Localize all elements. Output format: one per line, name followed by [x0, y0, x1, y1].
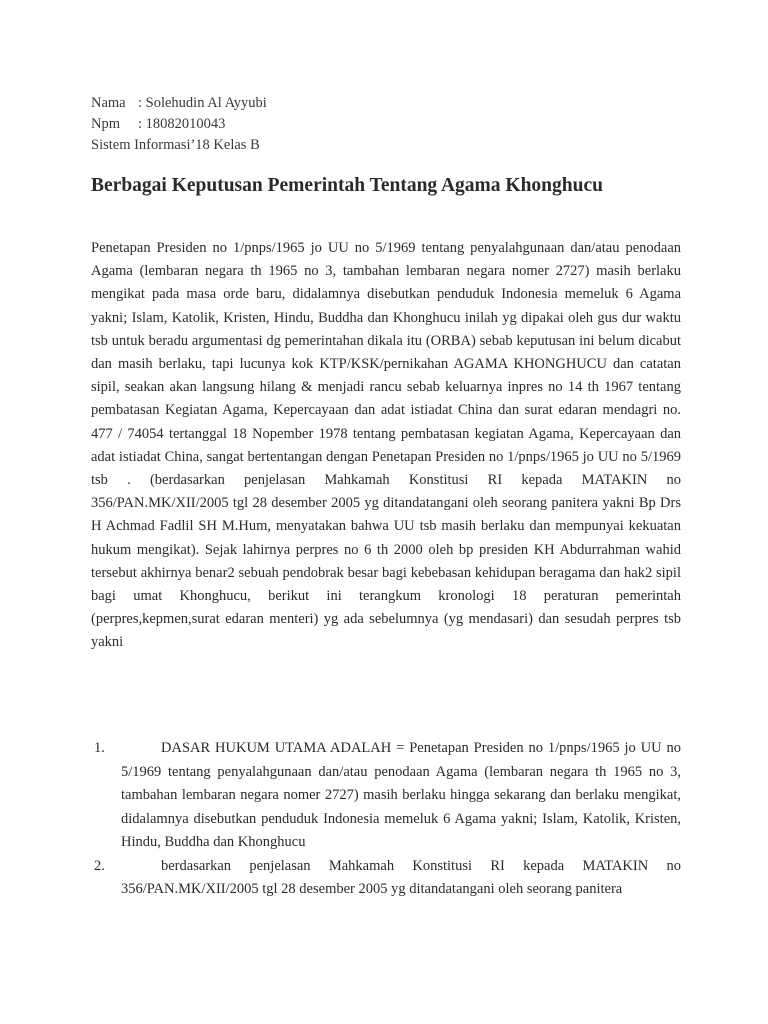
program-row	[91, 135, 267, 156]
name-row	[91, 93, 267, 114]
list-item	[91, 855, 681, 902]
npm-label: Npm	[91, 116, 120, 132]
list-number: 1.	[94, 740, 105, 756]
program-value: Sistem Informasi’18 Kelas B	[91, 137, 260, 153]
npm-value: : 18082010043	[138, 116, 226, 132]
list-text: berdasarkan penjelasan Mahkamah Konstitusi RI kepada MATAKIN no 356/PAN.MK/XII/2005 tgl 28 desember 2005 yg ditandatangani oleh seorang panitera	[121, 857, 681, 897]
author-info	[91, 93, 267, 156]
list-item	[91, 737, 681, 855]
list-text: DASAR HUKUM UTAMA ADALAH = Penetapan Presiden no 1/pnps/1965 jo UU no 5/1969 tentang penyalahgunaan dan/atau penodaan Agama (lembaran negara th 1965 no 3, tambahan lembaran negara nomer 2727) masih berlaku hingga sekarang dan berlaku mengikat, didalamnya disebutkan penduduk Indonesia memeluk 6 Agama yakni; Islam, Katolik, Kristen, Hindu, Buddha dan Khonghucu	[121, 740, 681, 850]
name-value: : Solehudin Al Ayyubi	[138, 95, 267, 111]
list-number: 2.	[94, 857, 105, 874]
name-label: Nama	[91, 95, 126, 111]
document-title: Berbagai Keputusan Pemerintah Tentang Agama Khonghucu	[91, 175, 603, 196]
intro-paragraph: Penetapan Presiden no 1/pnps/1965 jo UU no 5/1969 tentang penyalahgunaan dan/atau penodaan Agama (lembaran negara th 1965 no 3, tambahan lembaran negara nomer 2727) masih berlaku mengikat pada masa orde baru, didalamnya disebutkan penduduk Indonesia memeluk 6 Agama yakni; Islam, Katolik, Kristen, Hindu, Buddha dan Khonghucu inilah yg dipakai oleh gus dur waktu tsb untuk beradu argumentasi dg pemerintahan dikala itu (ORBA) sebab keputusan ini belum dicabut dan masih berlaku, tapi lucunya kok KTP/KSK/pernikahan AGAMA KHONGHUCU dan catatan sipil, seakan akan langsung hilang & menjadi rancu sebab keluarnya inpres no 14 th 1967 tentang pembatasan Kegiatan Agama, Kepercayaan dan adat istiadat China dan surat edaran mendagri no. 477 / 74054 tertanggal 18 Nopember 1978 tentang pembatasan kegiatan Agama, Kepercayaan dan adat istiadat China, sangat bertentangan dengan Penetapan Presiden no 1/pnps/1965 jo UU no 5/1969 tsb . (berdasarkan penjelasan Mahkamah Konstitusi RI kepada MATAKIN no 356/PAN.MK/XII/2005 tgl 28 desember 2005 yg ditandatangani oleh seorang panitera yakni Bp Drs H Achmad Fadlil SH M.Hum, menyatakan bahwa UU tsb masih berlaku dan mempunyai kekuatan hukum mengikat). Sejak lahirnya perpres no 6 th 2000 oleh bp presiden KH Abdurrahman wahid tersebut akhirnya benar2 sebuah pendobrak besar bagi kebebasan kehidupan beragama dan hak2 sipil bagi umat Khonghucu, berikut ini terangkum kronologi 18 peraturan pemerintah (perpres,kepmen,surat edaran menteri) yg ada sebelumnya (yg mendasari) dan sesudah perpres tsb yakni	[91, 240, 681, 651]
numbered-list	[91, 737, 681, 902]
npm-row	[91, 114, 267, 135]
